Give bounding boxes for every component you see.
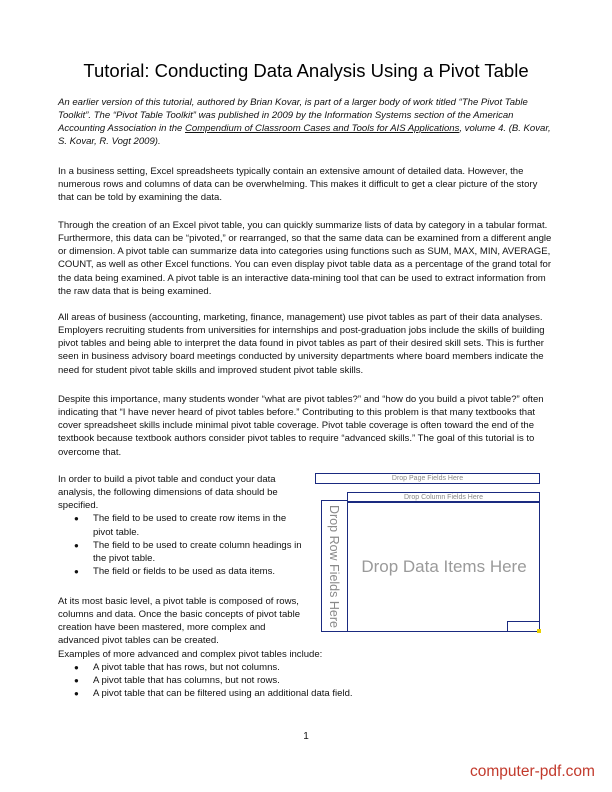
bullet-icon: ● bbox=[74, 676, 79, 686]
paragraph-examples: Examples of more advanced and complex pivot tables include: bbox=[58, 649, 323, 660]
paragraph-pivot-definition: Through the creation of an Excel pivot table, you can quickly summarize lists of data by category in a tabular format. Furthermore, this data can be “pivoted,” or rearranged, so that the same data can be examined from a different angle or dimension. A pivot table can summarize data into categories using functions such as SUM, MAX, MIN, AVERAGE, COUNT, as well as other Excel functions. You can even display pivot table data as a percentage of the grand total for the data being examined. A pivot table is an interactive data-mining tool that can be used to extract information from the raw data that is being examined. bbox=[58, 220, 552, 297]
list-item: ● A pivot table that has columns, but not rows. bbox=[74, 675, 280, 687]
drop-data-items-label: Drop Data Items Here bbox=[361, 557, 527, 576]
list-item: ● A pivot table that has rows, but not columns. bbox=[74, 662, 280, 674]
page-number: 1 bbox=[303, 731, 309, 742]
drop-page-fields-area: Drop Page Fields Here bbox=[315, 473, 540, 484]
paragraph-student-problem: Despite this importance, many students wonder “what are pivot tables?” and “how do you build a pivot table?” often indicating that “I have never heard of pivot tables before.” Contributing to this problem is that many textbooks that cover spreadsheet skills include minimal pivot table coverage. Pivot table coverage is often toward the end of the textbook because textbook authors consider pivot tables to require “advanced skills.” The goal of this tutorial is to overcome that. bbox=[58, 394, 544, 458]
intro-text-start: An earlier version of this tutorial, authored by Brian Kovar, is part of a larger body of work titled “The Pivot Table Toolkit”. The “Pivot Table Toolkit” was published in 2009 by the Information Systems section of the American Accounting Association in the bbox=[58, 97, 528, 135]
paragraph-dimensions: In order to build a pivot table and conduct your data analysis, the following dimensions of data should be specified. bbox=[58, 474, 278, 512]
drop-column-fields-area: Drop Column Fields Here bbox=[347, 492, 540, 502]
paragraph-basic-level: At its most basic level, a pivot table is composed of rows, columns and data. Once the basic concepts of pivot table creation have been mastered, more complex and advanced pivot tables can be created. bbox=[58, 596, 301, 647]
drop-row-fields-label: Drop Row Fields Here bbox=[327, 504, 341, 628]
bullet-icon: ● bbox=[74, 514, 79, 524]
pivot-resize-handle bbox=[537, 629, 541, 633]
intro-text-end: , volume 4. (B. Kovar, S. Kovar, R. Vogt 2009). bbox=[58, 123, 551, 148]
bullet-icon: ● bbox=[74, 689, 79, 699]
list-item: ● The field to be used to create row items in the pivot table. bbox=[74, 513, 287, 538]
list-item: ● A pivot table that can be filtered using an additional data field. bbox=[74, 688, 353, 700]
pivot-bottom-border bbox=[321, 631, 508, 632]
examples-list bbox=[58, 661, 458, 700]
paragraph-business-use: All areas of business (accounting, marketing, finance, management) use pivot tables as part of their data analyses. Employers recruiting students from universities for internships and post-graduation jobs include the skills of building pivot tables and being able to interpret the data found in pivot tables as part of their desired skill sets. This is further seen in business advisory board meetings conducted by university departments where board members indicate the need for student pivot table skills and improved student pivot table skills. bbox=[58, 312, 545, 376]
bullet-icon: ● bbox=[74, 663, 79, 673]
examples-section bbox=[58, 648, 458, 701]
list-item: ● The field to be used to create column headings in the pivot table. bbox=[74, 539, 302, 564]
bullet-icon: ● bbox=[74, 540, 79, 550]
page-title: Tutorial: Conducting Data Analysis Using a Pivot Table bbox=[83, 60, 529, 81]
paragraph-overview: In a business setting, Excel spreadsheets typically contain an extensive amount of detailed data. However, the numerous rows and columns of data can be overwhelming. This makes it difficult to get a clear picture of the story that can be told by examining the data. bbox=[58, 166, 538, 204]
intro-paragraph bbox=[58, 96, 552, 149]
dimensions-list bbox=[58, 512, 308, 578]
watermark-logo: computer-pdf.com bbox=[470, 763, 595, 780]
dimensions-section bbox=[58, 473, 308, 578]
compendium-link[interactable]: Compendium of Classroom Cases and Tools for AIS Applications bbox=[185, 123, 460, 135]
bullet-icon: ● bbox=[74, 567, 79, 577]
list-item: ● The field or fields to be used as data items. bbox=[74, 566, 276, 578]
pivot-corner-step bbox=[507, 621, 540, 631]
